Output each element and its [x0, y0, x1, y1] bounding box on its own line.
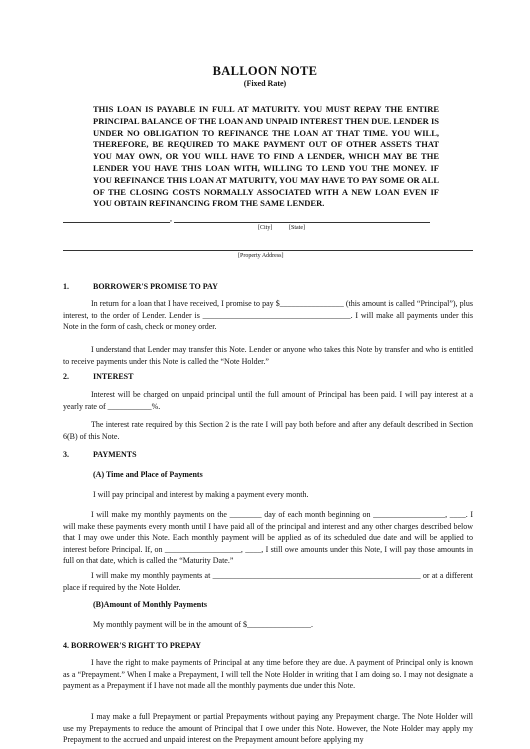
- city-label: [City]: [258, 225, 273, 231]
- section-2-heading: INTEREST: [93, 372, 134, 381]
- section-2-paragraph-1: Interest will be charged on unpaid principal until the full amount of Principal has been paid. I will pay interest at a yearly rate of ___________%.: [63, 390, 473, 411]
- section-1-heading: BORROWER'S PROMISE TO PAY: [93, 282, 218, 291]
- section-3-number: 3.: [63, 450, 69, 459]
- date-comma: ,: [170, 214, 172, 223]
- section-3-heading: PAYMENTS: [93, 450, 137, 459]
- property-address-line: [63, 250, 473, 251]
- section-3b-heading: (B)Amount of Monthly Payments: [93, 600, 207, 609]
- section-1-paragraph-1: In return for a loan that I have received, I promise to pay $________________ (this amount is called “Principal”), plus interest, to the order of Lender. Lender is _____________________________________. I will make all payments under this Note in the form of cash, check or money order.: [63, 299, 473, 331]
- section-4-paragraph-2: I may make a full Prepayment or partial Prepayments without paying any Prepayment charge. The Note Holder will use my Prepayments to reduce the amount of Principal that I owe under this Note. However, the Note Holder may apply my Prepayment to the accrued and unpaid interest on the Prepayment amount before applying my: [63, 712, 473, 744]
- date-line: [63, 222, 170, 223]
- section-1-paragraph-2: I understand that Lender may transfer this Note. Lender or anyone who takes this Note by transfer and who is entitled to receive payments under this Note is called the “Note Holder.”: [63, 345, 473, 366]
- section-3b-paragraph-1: My monthly payment will be in the amount of $________________.: [93, 620, 313, 629]
- state-label: [State]: [289, 225, 305, 231]
- section-1-number: 1.: [63, 282, 69, 291]
- section-3a-heading: (A) Time and Place of Payments: [93, 470, 203, 479]
- balloon-warning-paragraph: THIS LOAN IS PAYABLE IN FULL AT MATURITY. YOU MUST REPAY THE ENTIRE PRINCIPAL BALANCE OF THE LOAN AND UNPAID INTEREST THEN DUE. LENDER IS UNDER NO OBLIGATION TO REFINANCE THE LOAN AT THAT TIME. YOU WILL, THEREFORE, BE REQUIRED TO MAKE PAYMENT OUT OF OTHER ASSETS THAT YOU MAY OWN, OR YOU WILL HAVE TO FIND A LENDER, WHICH MAY BE THE LENDER YOU HAVE THIS LOAN WITH, WILLING TO LEND YOU THE MONEY. IF YOU REFINANCE THIS LOAN AT MATURITY, YOU MAY HAVE TO PAY SOME OR ALL OF THE CLOSING COSTS NORMALLY ASSOCIATED WITH A NEW LOAN EVEN IF YOU OBTAIN REFINANCING FROM THE SAME LENDER.: [93, 104, 439, 209]
- section-2-paragraph-2: The interest rate required by this Section 2 is the rate I will pay both before and after any default described in Section 6(B) of this Note.: [63, 420, 473, 441]
- section-3a-paragraph-3: I will make my monthly payments at ____________________________________________________ or at a different place if required by the Note Holder.: [63, 571, 473, 592]
- section-4-heading: 4. BORROWER'S RIGHT TO PREPAY: [63, 641, 202, 650]
- city-state-line: [174, 222, 430, 223]
- property-address-label: [Property Address]: [238, 253, 284, 259]
- document-subtitle: (Fixed Rate): [243, 79, 287, 88]
- document-title: BALLOON NOTE: [212, 64, 318, 78]
- section-3a-paragraph-2: I will make my monthly payments on the ________ day of each month beginning on __________________, ____. I will make these payments every month until I have paid all of the principal and interest and any other charges described below that I may owe under this Note. Each monthly payment will be applied as of its scheduled due date and will be applied to interest before Principal. If, on ___________________, ____, I still owe amounts under this Note, I will pay those amounts in full on that date, which is called the “Maturity Date.”: [63, 510, 473, 565]
- section-4-paragraph-1: I have the right to make payments of Principal at any time before they are due. A payment of Principal only is known as a “Prepayment.” When I make a Prepayment, I will tell the Note Holder in writing that I am doing so. I may not designate a payment as a Prepayment if I have not made all the monthly payments due under this Note.: [63, 658, 473, 690]
- section-3a-paragraph-1: I will pay principal and interest by making a payment every month.: [93, 490, 309, 499]
- section-2-number: 2.: [63, 372, 69, 381]
